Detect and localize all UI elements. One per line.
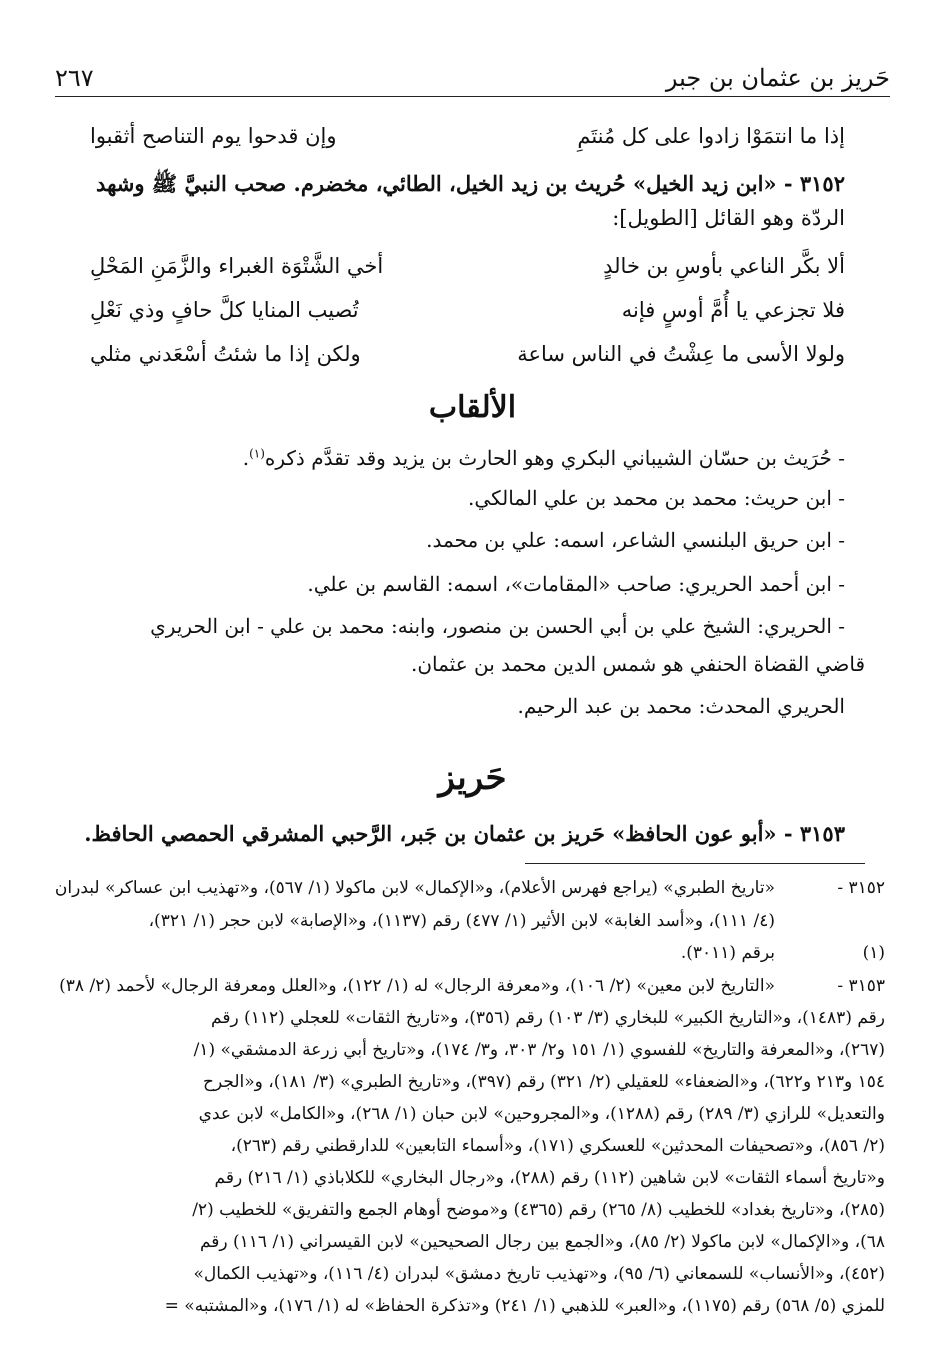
entry-3152-line1: ٣١٥٢ - «ابن زيد الخيل» حُريث بن زيد الخيل، الطائي، مخضرم. صحب النبيَّ ﷺ وشهد <box>96 171 845 196</box>
alqab-item: - ابن حريث: محمد بن محمد بن علي المالكي. <box>468 486 845 510</box>
alqab-item: الحريري المحدث: محمد بن عبد الرحيم. <box>517 694 845 718</box>
alqab-item-text: - حُرَيث بن حسّان الشيباني البكري وهو الحارث بن يزيد وقد تقدَّم ذكره <box>264 446 845 470</box>
verse-left-hemistich: وإن قدحوا يوم التناصح أثقبوا <box>90 124 337 148</box>
footnote-text: «تاريخ الطبري» (يراجع فهرس الأعلام)، و«الإكمال» لابن ماكولا (١/ ٥٦٧)، و«تهذيب ابن عساكر» لبدران <box>54 878 775 898</box>
running-title: حَريز بن عثمان بن جبر <box>665 64 890 92</box>
top-verse <box>90 114 845 158</box>
poem-verse-1 <box>90 244 845 288</box>
verse-left-hemistich: أخي الشَّتْوَة الغبراء والزَّمَنِ المَحْلِ <box>90 254 384 278</box>
alqab-item: - الحريري: الشيخ علي بن أبي الحسن بن منصور، وابنه: محمد بن علي - ابن الحريري <box>150 614 845 638</box>
footnote-text: والتعديل» للرازي (٣/ ٢٨٩) رقم (١٢٨٨)، و«المجروحين» لابن حبان (١/ ٢٦٨)، و«الكامل» لابن عدي <box>198 1104 885 1124</box>
footnote-text: و«تاريخ أسماء الثقات» لابن شاهين (١١٢) رقم (٢٨٨)، و«رجال البخاري» للكلاباذي (١/ ٢١٦) رقم <box>214 1168 885 1188</box>
footnote-text: (٢٨٥)، و«تاريخ بغداد» للخطيب (٨/ ٢٦٥) رقم (٤٣٦٥) و«موضح أوهام الجمع والتفريق» للخطيب (٢/ <box>192 1200 885 1220</box>
footnote-text: برقم (٣٠١١). <box>680 943 775 963</box>
alqab-item-continuation: قاضي القضاة الحنفي هو شمس الدين محمد بن عثمان. <box>410 652 865 676</box>
footnote-tag: ٣١٥٣ - <box>837 976 885 996</box>
footnote-text: ٦٨)، و«الإكمال» لابن ماكولا (٢/ ٨٥)، و«الجمع بين رجال الصحيحين» لابن القيسراني (١/ ١١٦) رقم <box>199 1232 885 1252</box>
footnote-text: (٤٥٢)، و«الأنساب» للسمعاني (٦/ ٩٥)، و«تهذيب تاريخ دمشق» لبدران (٤/ ١١٦)، و«تهذيب الكمال» <box>193 1264 885 1284</box>
footnote-text: ١٥٤ و٢١٣ و٦٢٢)، و«الضعفاء» للعقيلي (٢/ ٣٢١) رقم (٣٩٧)، و«تاريخ الطبري» (٣/ ١٨١)، و«الجرح <box>203 1072 885 1092</box>
verse-right-hemistich: ألا بكَّر الناعي بأوسِ بن خالدٍ <box>603 254 845 278</box>
verse-left-hemistich: تُصيب المنايا كلَّ حافٍ وذي نَعْلِ <box>90 298 359 322</box>
entry-3153: ٣١٥٣ - «أبو عون الحافظ» حَريز بن عثمان بن جَبر، الرَّحبي المشرقي الحمصي الحافظ. <box>84 821 845 846</box>
poem-verse-3 <box>90 332 845 376</box>
footnote-text: للمزي (٥/ ٥٦٨) رقم (١١٧٥)، و«العبر» للذهبي (١/ ٢٤١) و«تذكرة الحفاظ» له (١/ ١٧٦)، و«المشتبه» = <box>164 1296 885 1316</box>
alqab-item: - ابن أحمد الحريري: صاحب «المقامات»، اسمه: القاسم بن علي. <box>307 572 845 596</box>
section-heading-alqab: الألقاب <box>428 390 517 425</box>
footnote-separator <box>525 863 865 864</box>
footnote-text: «التاريخ لابن معين» (٢/ ١٠٦)، و«معرفة الرجال» له (١/ ١٢٢)، و«العلل ومعرفة الرجال» لأحمد (٢/ ٣٨) <box>59 976 775 996</box>
footnote-text: (٤/ ١١١)، و«أسد الغابة» لابن الأثير (١/ ٤٧٧) رقم (١١٣٧)، و«الإصابة» لابن حجر (١/ ٣٢١)، <box>148 911 775 931</box>
alqab-item: - حُرَيث بن حسّان الشيباني البكري وهو الحارث بن يزيد وقد تقدَّم ذكره$^{(١)}$. <box>242 446 845 470</box>
verse-right-hemistich: ولولا الأسى ما عِشْتُ في الناس ساعة <box>517 342 845 366</box>
footnote-text: (٢/ ٨٥٦)، و«تصحيفات المحدثين» للعسكري (١٧١)، و«أسماء التابعين» للدارقطني رقم (٢٦٣)، <box>230 1136 885 1156</box>
footnote-text: (٢٦٧)، و«المعرفة والتاريخ» للفسوي (١/ ١٥١ و٢/ ٣٠٣، و٣/ ١٧٤)، و«تاريخ أبي زرعة الدمشقي» (١/ <box>193 1040 885 1060</box>
verse-left-hemistich: ولكن إذا ما شئتُ أسْعَدني مثلي <box>90 342 361 366</box>
page-header <box>55 52 890 97</box>
footnote-ref: (١) <box>249 446 265 461</box>
poem-verse-2 <box>90 288 845 332</box>
footnote-tag: (١) <box>862 943 885 963</box>
verse-right-hemistich: إذا ما انتمَوْا زادوا على كل مُنتَمِ <box>577 124 845 148</box>
footnote-text: رقم (١٤٨٣)، و«التاريخ الكبير» للبخاري (٣/ ١٠٣) رقم (٣٥٦)، و«تاريخ الثقات» للعجلي (١١٢) رقم <box>211 1008 885 1028</box>
entry-3152-line2: الردّة وهو القائل [الطويل]: <box>612 206 845 230</box>
footnote-tag: ٣١٥٢ - <box>837 878 885 898</box>
page-number: ٢٦٧ <box>55 64 94 92</box>
verse-right-hemistich: فلا تجزعي يا أُمَّ أوسٍ فإنه <box>621 298 845 322</box>
alqab-item: - ابن حريق البلنسي الشاعر، اسمه: علي بن محمد. <box>426 528 845 552</box>
section-heading-hariz: حَريز <box>438 758 507 798</box>
